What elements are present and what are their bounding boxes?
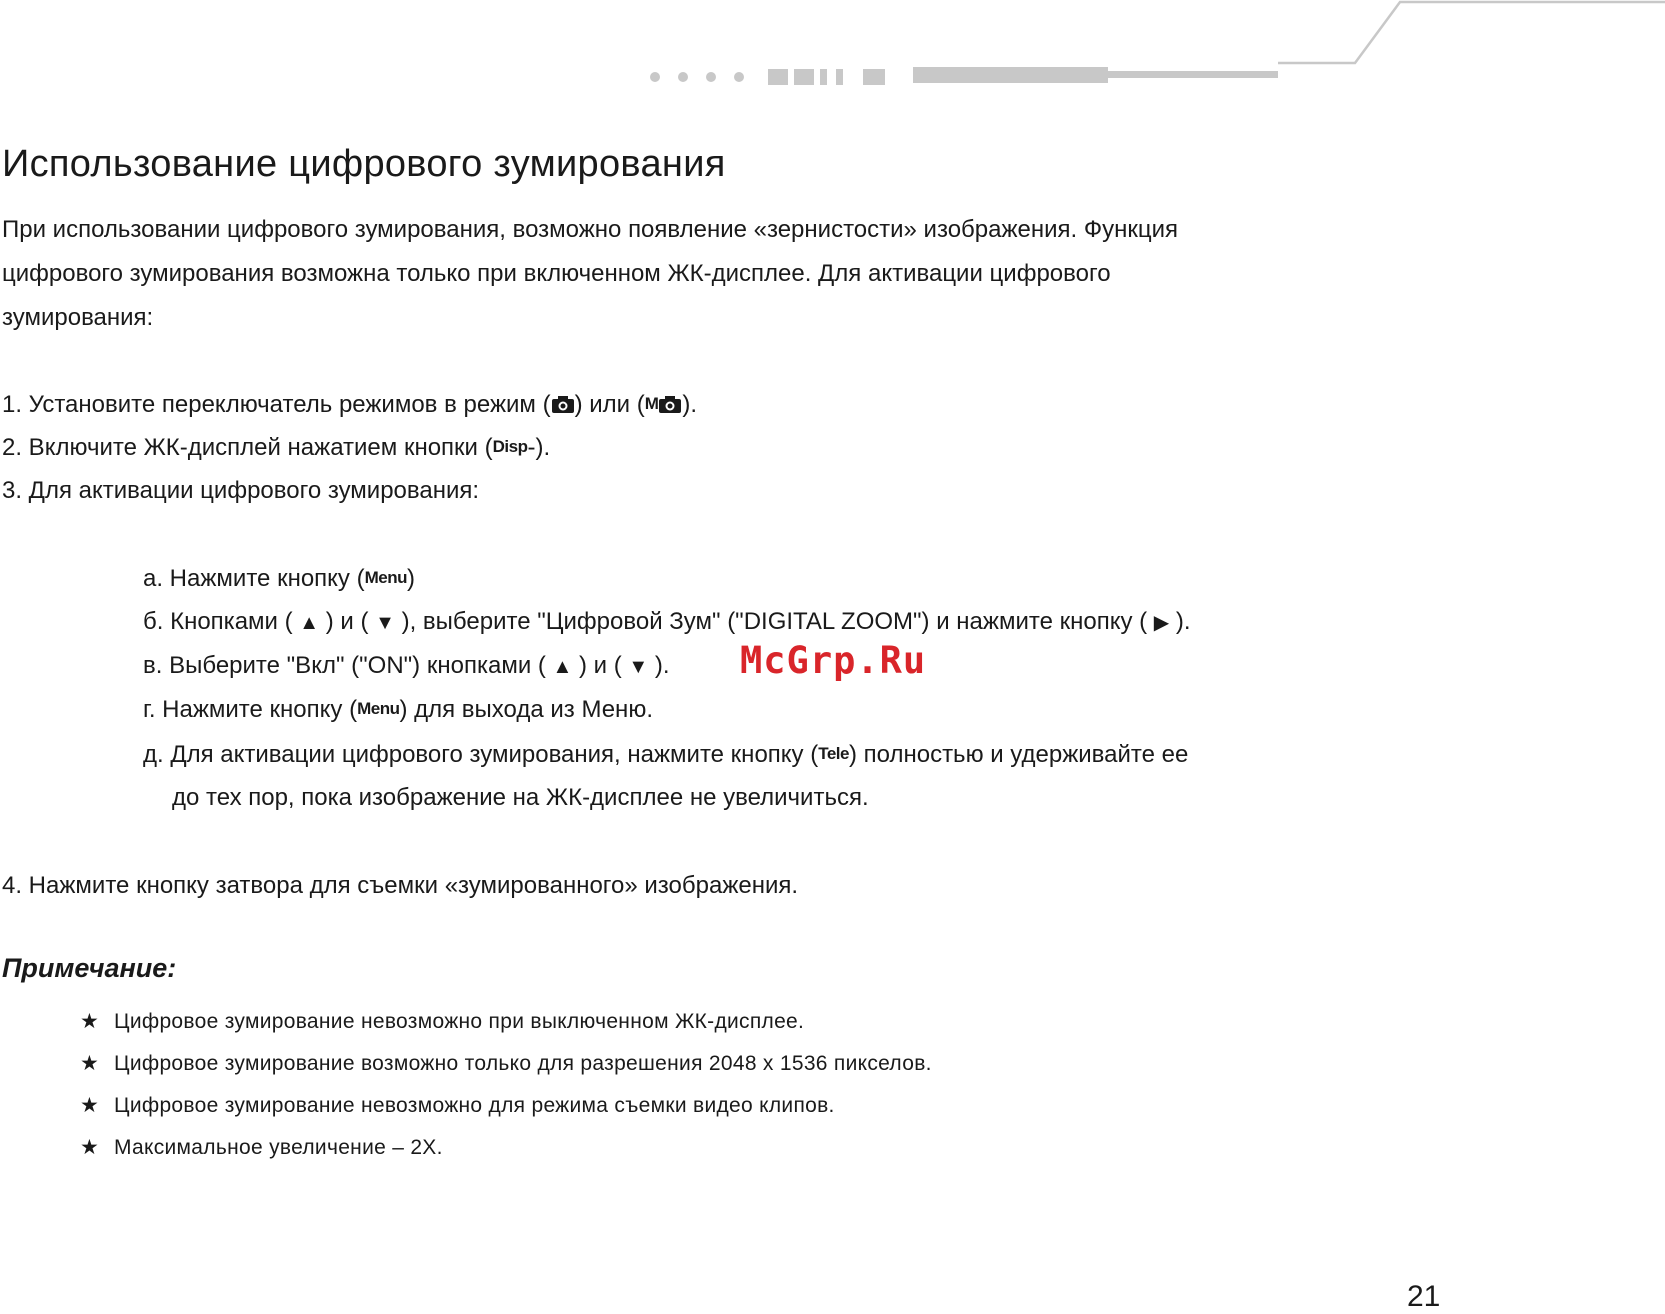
menu-button-label: Menu [364, 568, 407, 587]
substep-e: д. Для активации цифрового зумирования, нажмите кнопку (Tele) полностью и удерживайте ее [143, 741, 1189, 768]
star-icon: ★ [80, 1010, 100, 1033]
camera-icon [551, 395, 575, 414]
right-arrow-icon: ▶ [1153, 612, 1170, 634]
note-item: ★ Максимальное увеличение – 2X. [80, 1133, 443, 1163]
intro-line-3: зумирования: [2, 304, 154, 331]
menu-button-label: Menu [357, 699, 400, 718]
star-icon: ★ [80, 1094, 100, 1117]
header-decoration [0, 0, 1665, 110]
intro-paragraph [2, 208, 1402, 340]
substep-a: а. Нажмите кнопку (Menu) [143, 565, 415, 592]
down-arrow-icon: ▼ [628, 656, 649, 678]
star-icon: ★ [80, 1136, 100, 1159]
intro-line-1: При использовании цифрового зумирования, возможно появление «зернистости» изображения. Функция [2, 216, 1179, 243]
step-1: 1. Установите переключатель режимов в режим ( ) или (M ). [2, 391, 698, 418]
substep-e-continued: до тех пор, пока изображение на ЖК-дисплее не увеличиться. [172, 784, 869, 811]
step-3: 3. Для активации цифрового зумирования: [2, 477, 480, 504]
step-2: 2. Включите ЖК-дисплей нажатием кнопки (Disp-). [2, 434, 551, 461]
up-arrow-icon: ▲ [552, 656, 573, 678]
note-item: ★ Цифровое зумирование невозможно для режима съемки видео клипов. [80, 1091, 835, 1121]
page-title: Использование цифрового зумирования [2, 143, 726, 185]
manual-camera-icon [658, 395, 682, 414]
star-icon: ★ [80, 1052, 100, 1075]
note-title: Примечание: [2, 953, 177, 983]
substep-c: в. Выберите "Вкл" ("ON") кнопками ( ▲ ) и ( ▼ ). [143, 651, 670, 682]
substep-d: г. Нажмите кнопку (Menu) для выхода из Меню. [143, 696, 653, 723]
note-item: ★ Цифровое зумирование невозможно при выключенном ЖК-дисплее. [80, 1007, 804, 1037]
note-item: ★ Цифровое зумирование возможно только для разрешения 2048 x 1536 пикселов. [80, 1049, 932, 1079]
page-number: 21 [1407, 1280, 1441, 1313]
manual-mode-label: M [644, 394, 659, 413]
tele-button-label: Tele [818, 744, 849, 763]
step-4: 4. Нажмите кнопку затвора для съемки «зумированного» изображения. [2, 872, 799, 899]
down-arrow-icon: ▼ [375, 612, 395, 634]
watermark: McGrp.Ru [740, 639, 927, 682]
intro-line-2: цифрового зумирования возможна только при включенном ЖК-дисплее. Для активации цифрового [2, 260, 1111, 287]
substep-b: б. Кнопками ( ▲ ) и ( ▼ ), выберите "Цифровой Зум" ("DIGITAL ZOOM") и нажмите кнопку ( ▶ ). [143, 607, 1191, 638]
up-arrow-icon: ▲ [299, 612, 320, 634]
disp-button-label: Disp [492, 437, 528, 456]
